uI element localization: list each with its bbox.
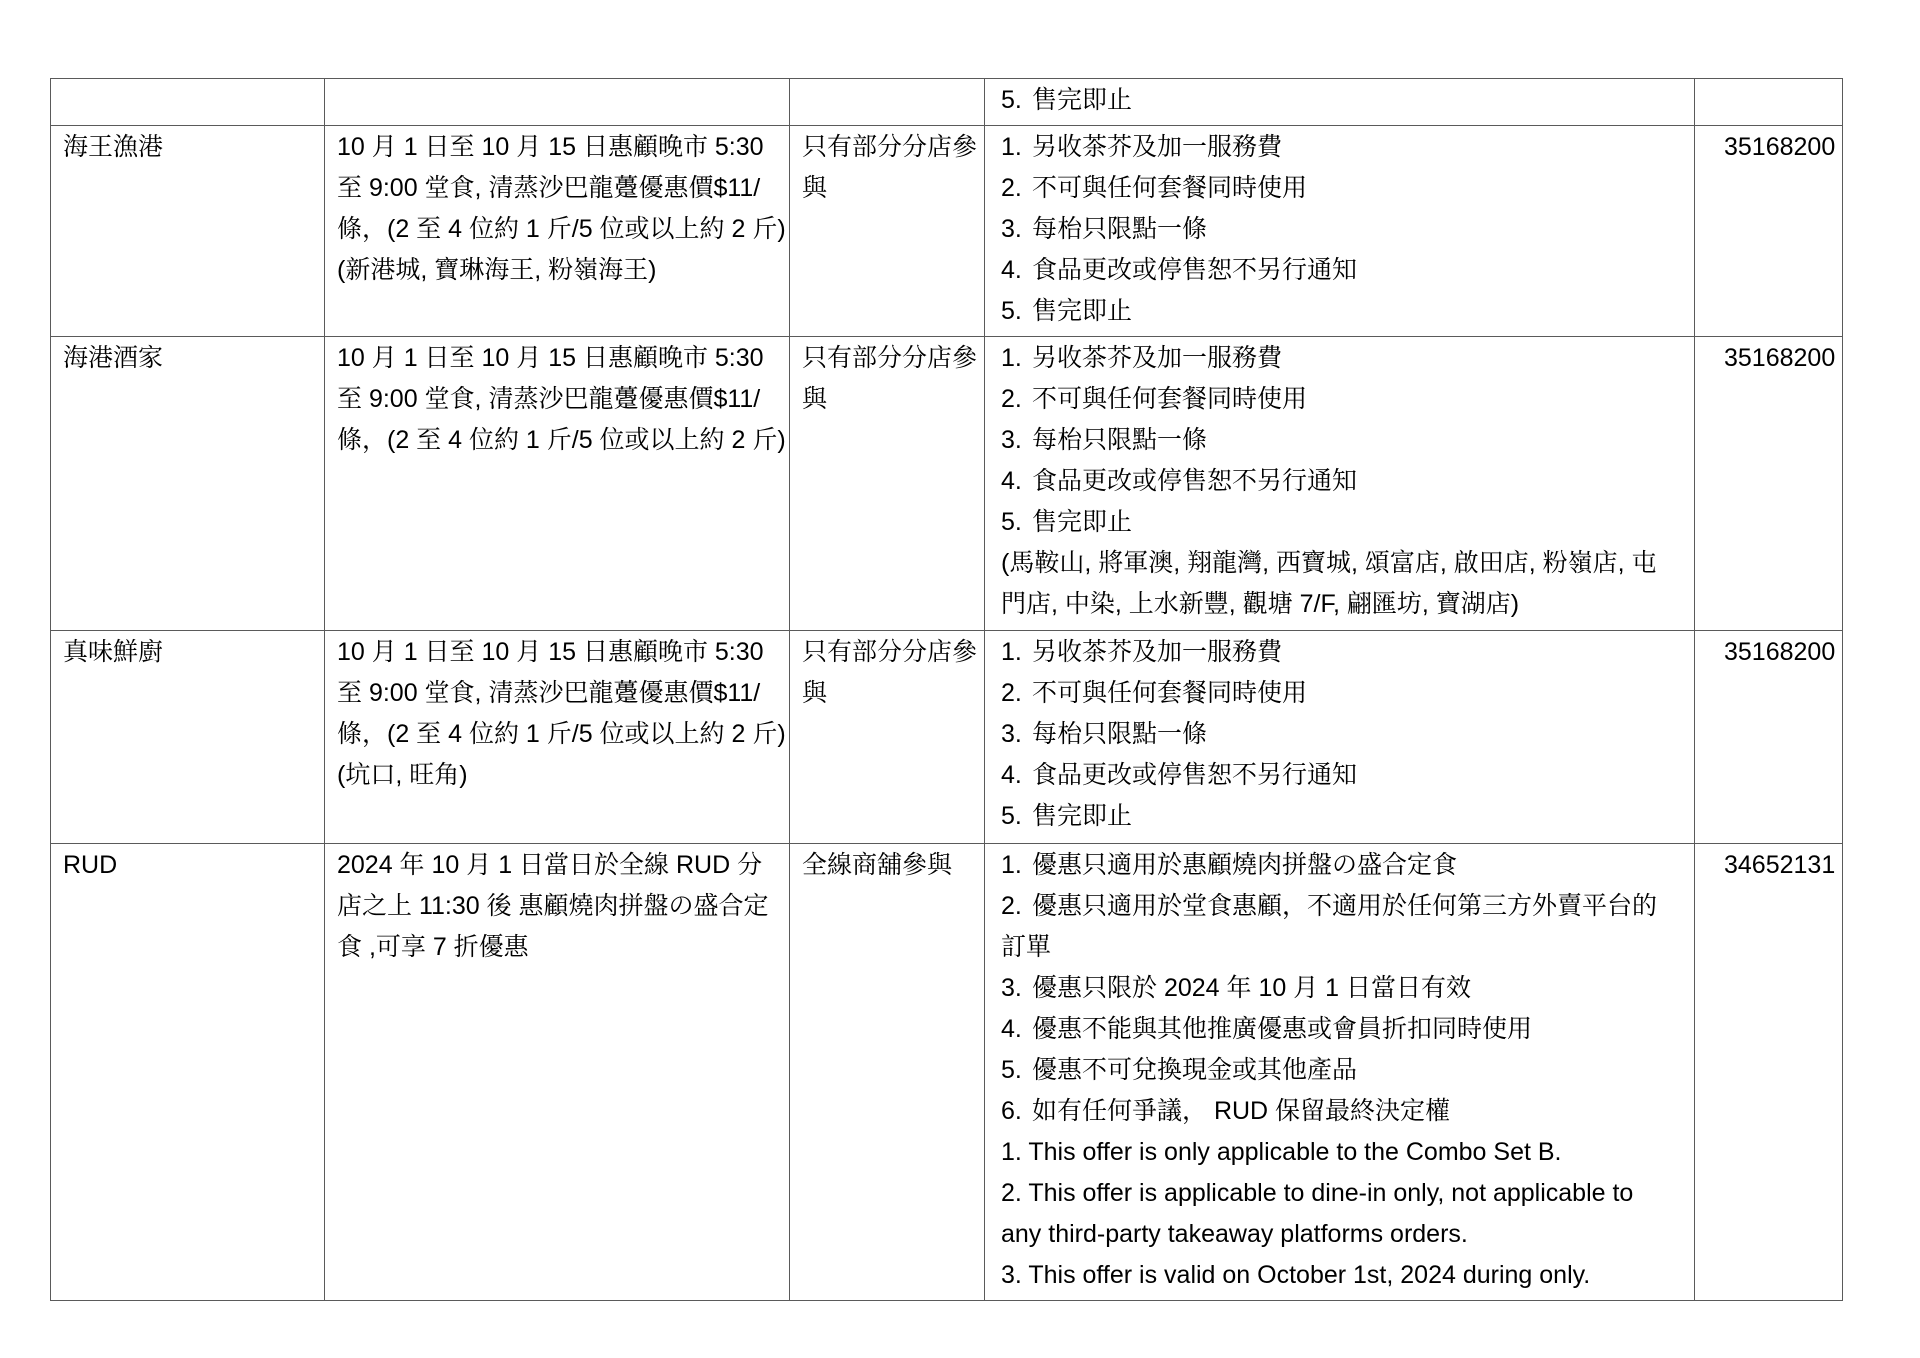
participation-cell: 只有部分分店參與	[790, 337, 985, 631]
participation-cell: 只有部分分店參與	[790, 631, 985, 844]
term-number: 4.	[1001, 1015, 1022, 1043]
offer-line: 10 月 1 日至 10 月 15 日惠顧晚市 5:30 至 9:00 堂食, 清蒸沙巴龍躉優惠價$11/條，(2 至 4 位約 1 斤/5 位或以上約 2 斤)	[337, 133, 786, 243]
offer-line: (坑口, 旺角)	[337, 761, 468, 789]
offer-cell	[325, 337, 790, 631]
term-item	[1001, 886, 1680, 968]
term-item	[1001, 127, 1680, 168]
term-number: 3.	[1001, 720, 1022, 748]
term-number: 3.	[1001, 426, 1022, 454]
table-row	[51, 337, 1843, 631]
term-text: 售完即止	[1032, 86, 1133, 114]
term-number: 3.	[1001, 215, 1022, 243]
offer-line: 10 月 1 日至 10 月 15 日惠顧晚市 5:30 至 9:00 堂食, 清蒸沙巴龍躉優惠價$11/條，(2 至 4 位約 1 斤/5 位或以上約 2 斤)	[337, 344, 786, 454]
term-number: 5.	[1001, 802, 1022, 830]
term-text: 另收茶芥及加一服務費	[1032, 133, 1283, 161]
term-number: 1.	[1001, 344, 1022, 372]
phone-cell	[1695, 79, 1843, 126]
term-number: 1.	[1001, 133, 1022, 161]
term-number: 5.	[1001, 508, 1022, 536]
table-row	[51, 844, 1843, 1301]
term-text: 每枱只限點一條	[1032, 720, 1208, 748]
term-item	[1001, 845, 1680, 886]
term-text: 優惠只適用於堂食惠顧，不適用於任何第三方外賣平台的訂單	[1001, 892, 1658, 961]
term-item	[1001, 1091, 1680, 1132]
term-number: 1.	[1001, 638, 1022, 666]
term-item	[1001, 250, 1680, 291]
term-text: 如有任何爭議， RUD 保留最終決定權	[1032, 1097, 1451, 1125]
phone-cell: 35168200	[1695, 126, 1843, 337]
offer-line: 10 月 1 日至 10 月 15 日惠顧晚市 5:30 至 9:00 堂食, 清蒸沙巴龍躉優惠價$11/條，(2 至 4 位約 1 斤/5 位或以上約 2 斤)	[337, 638, 786, 748]
phone-cell: 35168200	[1695, 337, 1843, 631]
term-text: 優惠只限於 2024 年 10 月 1 日當日有效	[1032, 974, 1472, 1002]
terms-cell	[985, 337, 1695, 631]
term-item	[1001, 714, 1680, 755]
term-text: 另收茶芥及加一服務費	[1032, 344, 1283, 372]
offer-line: (新港城, 寶琳海王, 粉嶺海王)	[337, 256, 657, 284]
term-item-english: 2. This offer is applicable to dine-in only, not applicable to any third-party takeaway platforms orders.	[1001, 1179, 1634, 1248]
term-number: 4.	[1001, 761, 1022, 789]
term-text: 優惠不能與其他推廣優惠或會員折扣同時使用	[1032, 1015, 1533, 1043]
term-text: 不可與任何套餐同時使用	[1032, 174, 1308, 202]
term-item-english: 3. This offer is valid on October 1st, 2024 during only.	[1001, 1261, 1591, 1289]
term-text: 食品更改或停售恕不另行通知	[1032, 761, 1358, 789]
term-item	[1001, 379, 1680, 420]
restaurant-name-cell: 海港酒家	[51, 337, 325, 631]
term-item	[1001, 673, 1680, 714]
term-item	[1001, 168, 1680, 209]
terms-cell	[985, 79, 1695, 126]
term-number: 2.	[1001, 174, 1022, 202]
terms-cell	[985, 126, 1695, 337]
phone-cell: 35168200	[1695, 631, 1843, 844]
term-item	[1001, 209, 1680, 250]
term-item	[1001, 420, 1680, 461]
term-text: 每枱只限點一條	[1032, 426, 1208, 454]
term-item	[1001, 291, 1680, 332]
term-number: 1.	[1001, 851, 1022, 879]
participation-cell: 只有部分分店參與	[790, 126, 985, 337]
terms-cell	[985, 844, 1695, 1301]
phone-cell: 34652131	[1695, 844, 1843, 1301]
offer-cell	[325, 844, 790, 1301]
term-item-english: 1. This offer is only applicable to the Combo Set B.	[1001, 1138, 1562, 1166]
term-item	[1001, 338, 1680, 379]
term-item	[1001, 80, 1680, 121]
term-item	[1001, 502, 1680, 543]
term-item	[1001, 796, 1680, 837]
table-row	[51, 631, 1843, 844]
term-item	[1001, 1050, 1680, 1091]
participation-cell	[790, 79, 985, 126]
term-text: 食品更改或停售恕不另行通知	[1032, 467, 1358, 495]
offer-line: 2024 年 10 月 1 日當日於全線 RUD 分店之上 11:30 後 惠顧燒肉拼盤の盛合定食 ,可享 7 折優惠	[337, 851, 769, 961]
offers-table	[50, 78, 1843, 1301]
term-text: 不可與任何套餐同時使用	[1032, 679, 1308, 707]
term-text: 優惠不可兌換現金或其他產品	[1032, 1056, 1358, 1084]
terms-cell	[985, 631, 1695, 844]
table-row	[51, 79, 1843, 126]
term-text: 食品更改或停售恕不另行通知	[1032, 256, 1358, 284]
term-number: 6.	[1001, 1097, 1022, 1125]
term-text: 售完即止	[1032, 802, 1133, 830]
term-number: 4.	[1001, 467, 1022, 495]
term-number: 2.	[1001, 679, 1022, 707]
term-number: 5.	[1001, 1056, 1022, 1084]
offer-cell	[325, 126, 790, 337]
term-number: 2.	[1001, 892, 1022, 920]
term-text: 售完即止	[1032, 508, 1133, 536]
term-number: 4.	[1001, 256, 1022, 284]
offer-cell	[325, 631, 790, 844]
term-item	[1001, 968, 1680, 1009]
term-text: 每枱只限點一條	[1032, 215, 1208, 243]
term-number: 5.	[1001, 86, 1022, 114]
term-number: 2.	[1001, 385, 1022, 413]
term-text: 不可與任何套餐同時使用	[1032, 385, 1308, 413]
restaurant-name-cell: 真味鮮廚	[51, 631, 325, 844]
restaurant-name-cell	[51, 79, 325, 126]
term-item	[1001, 1009, 1680, 1050]
offer-cell	[325, 79, 790, 126]
term-item	[1001, 632, 1680, 673]
term-item	[1001, 755, 1680, 796]
terms-branch-note: (馬鞍山, 將軍澳, 翔龍灣, 西寶城, 頌富店, 啟田店, 粉嶺店, 屯門店, 中染, 上水新豐, 觀塘 7/F, 翩匯坊, 寶湖店)	[1001, 549, 1657, 618]
term-text: 優惠只適用於惠顧燒肉拼盤の盛合定食	[1032, 851, 1458, 879]
term-number: 5.	[1001, 297, 1022, 325]
term-item	[1001, 461, 1680, 502]
participation-cell: 全線商舖參與	[790, 844, 985, 1301]
term-text: 售完即止	[1032, 297, 1133, 325]
table-row	[51, 126, 1843, 337]
term-number: 3.	[1001, 974, 1022, 1002]
restaurant-name-cell: RUD	[51, 844, 325, 1301]
restaurant-name-cell: 海王漁港	[51, 126, 325, 337]
term-text: 另收茶芥及加一服務費	[1032, 638, 1283, 666]
offers-table-body	[51, 79, 1843, 1301]
